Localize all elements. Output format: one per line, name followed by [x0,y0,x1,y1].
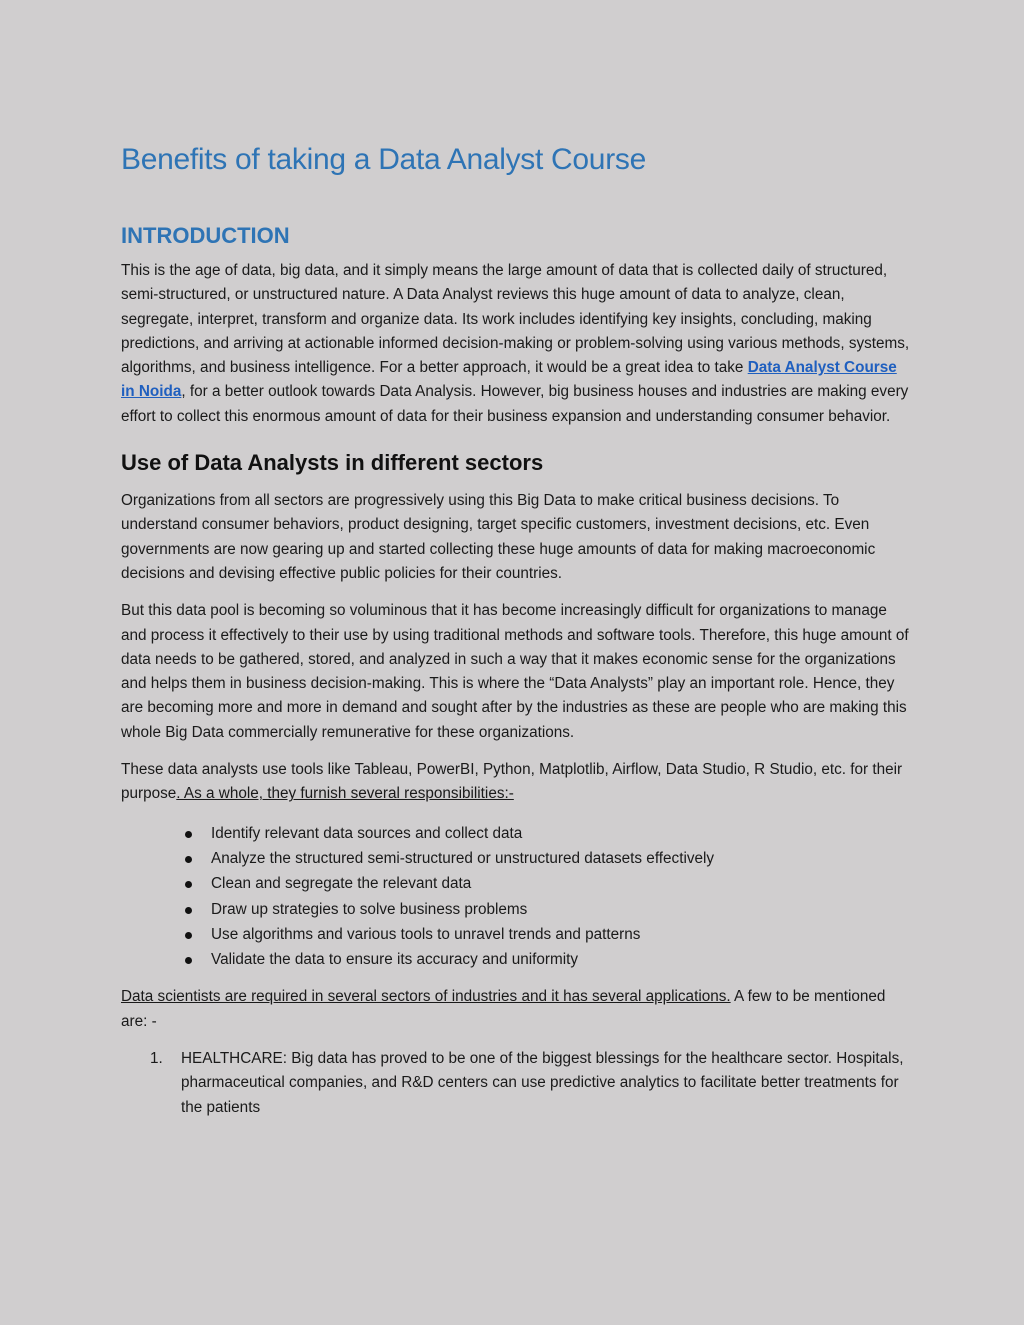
list-item [121,897,911,922]
list-item-text: Clean and segregate the relevant data [211,875,472,893]
sectors-paragraph-1: Organizations from all sectors are progressively using this Big Data to make critical business decisions. To understand consumer behaviors, product designing, target specific customers, investment decisions, etc. Even governments are now gearing up and started collecting these huge amounts of data for making macroeconomic decisions and devising effective public policies for their countries. [121,492,876,582]
applications-list [121,1047,911,1120]
applications-paragraph [121,985,911,1034]
intro-text-before-link: This is the age of data, big data, and it simply means the large amount of data that is collected daily of structured, semi-structured, or unstructured nature. A Data Analyst reviews this huge amount of data to analyze, clean, segregate, interpret, transform and organize data. Its work includes identifying key insights, concluding, making predictions, and arriving at actionable informed decision-making or problem-solving using various methods, systems, algorithms, and business intelligence. For a better approach, it would be a great idea to take [121,262,910,377]
responsibilities-list [121,821,911,973]
list-item-text: Validate the data to ensure its accuracy and uniformity [211,951,579,969]
bullet-icon [185,831,192,838]
data-analyst-course-link[interactable]: Data Analyst Course in Noida [121,359,897,401]
introduction-paragraph [121,259,911,429]
applications-tail-text: A few to be mentioned are: - [121,988,886,1030]
tools-text: These data analysts use tools like Tableau, PowerBI, Python, Matplotlib, Airflow, Data Studio, R Studio, etc. for their purpose [121,761,903,803]
bullet-icon [185,856,192,863]
bullet-icon [185,932,192,939]
introduction-heading: INTRODUCTION [121,223,290,248]
bullet-icon [185,907,192,914]
list-item [121,846,911,871]
list-item-text: Draw up strategies to solve business problems [211,900,528,918]
list-item [121,922,911,947]
sectors-paragraph-2: But this data pool is becoming so voluminous that it has become increasingly difficult for organizations to manage and process it effectively to their use by using traditional methods and software tools. Therefore, this huge amount of data needs to be gathered, stored, and analyzed in such a way that it makes economic sense for the organizations and helps them in business decision-making. This is where the “Data Analysts” play an important role. Hence, they are becoming more and more in demand and sought after by the industries as these are people who are making this whole Big Data commercially remunerative for these organizations. [121,602,909,741]
tools-paragraph [121,758,911,807]
document-title: Benefits of taking a Data Analyst Course [121,143,646,176]
document-body [121,140,911,1120]
list-number: 1. [150,1050,163,1068]
intro-text-after-link: , for a better outlook towards Data Analysis. However, big business houses and industries are making every effort to collect this enormous amount of data for their business expansion and understanding consumer behavior. [121,383,909,425]
bullet-icon [185,881,192,888]
list-item-text: Use algorithms and various tools to unravel trends and patterns [211,925,641,943]
list-item-text: Analyze the structured semi-structured or unstructured datasets effectively [211,849,715,867]
list-item-text: Identify relevant data sources and collect data [211,824,523,842]
list-item [121,947,911,972]
sectors-heading: Use of Data Analysts in different sectors [121,450,544,476]
list-item-text: HEALTHCARE: Big data has proved to be one of the biggest blessings for the healthcare sector. Hospitals, pharmaceutical companies, and R&D centers can use predictive analytics to facilitate better treatments for the patients [181,1050,904,1116]
list-item [121,871,911,896]
list-item [121,1047,911,1120]
bullet-icon [185,957,192,964]
applications-intro-text: Data scientists are required in several sectors of industries and it has several applications. [121,988,731,1006]
responsibilities-intro-text: . As a whole, they furnish several responsibilities:- [176,785,514,803]
list-item [121,821,911,846]
